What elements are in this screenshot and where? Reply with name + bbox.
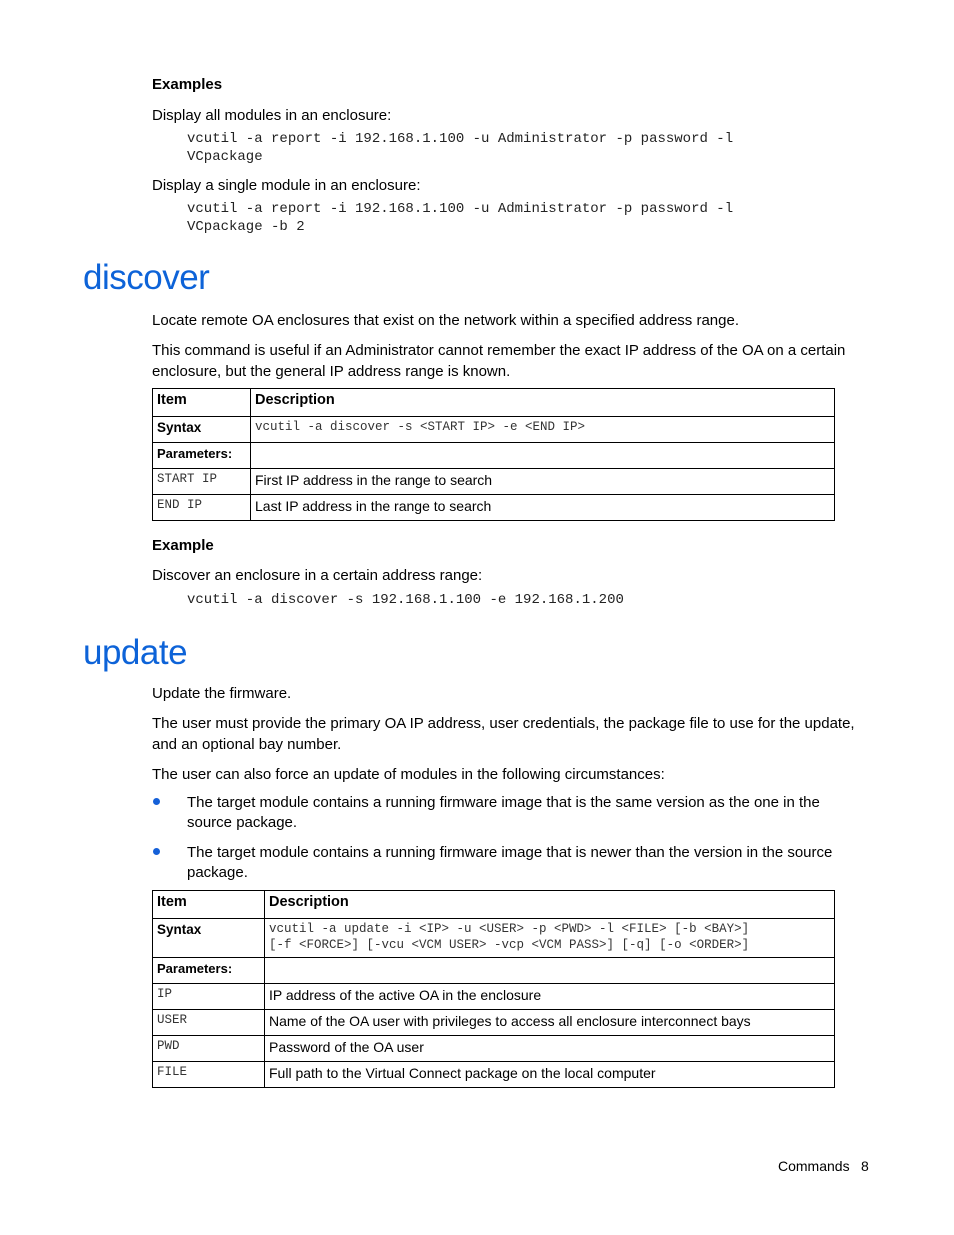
param-name: END IP (153, 495, 251, 521)
param-name: USER (153, 1010, 265, 1036)
examples-intro-single: Display a single module in an enclosure: (152, 177, 421, 194)
update-parameters-label: Parameters: (153, 958, 265, 984)
bullet-icon (153, 798, 160, 805)
table-row (153, 1036, 835, 1062)
update-table (152, 890, 835, 1088)
code-report-all-line1: vcutil -a report -i 192.168.1.100 -u Administrator -p password -l (187, 131, 734, 147)
discover-description-1: Locate remote OA enclosures that exist on the network within a specified address range. (152, 312, 739, 329)
code-discover-example: vcutil -a discover -s 192.168.1.100 -e 192.168.1.200 (187, 592, 624, 608)
code-report-single-line2: VCpackage -b 2 (187, 219, 305, 235)
footer-section-name: Commands (778, 1158, 850, 1174)
discover-table (152, 388, 835, 521)
table-row (153, 1010, 835, 1036)
discover-syntax-label: Syntax (153, 417, 251, 443)
param-description: Last IP address in the range to search (251, 495, 835, 521)
discover-table-header-description: Description (251, 389, 835, 417)
discover-example-heading: Example (152, 537, 214, 554)
update-table-header-description: Description (265, 891, 835, 919)
update-syntax-label: Syntax (153, 919, 265, 958)
update-syntax-value: vcutil -a update -i <IP> -u <USER> -p <PWD> -l <FILE> [-b <BAY>] [-f <FORCE>] [-vcu <VCM USER> -vcp <VCM PASS>] [-q] [-o <ORDER>] (265, 919, 835, 958)
param-name: IP (153, 984, 265, 1010)
discover-parameters-empty (251, 443, 835, 469)
update-description-2: The user must provide the primary OA IP address, user credentials, the package file to use for the update, and an optional bay number. (152, 715, 855, 753)
discover-title: discover (83, 258, 210, 297)
list-item: The target module contains a running firmware image that is newer than the version in the source package. (187, 844, 833, 881)
discover-description-2: This command is useful if an Administrator cannot remember the exact IP address of the OA on a certain enclosure, but the general IP address range is known. (152, 342, 846, 380)
update-parameters-empty (265, 958, 835, 984)
discover-parameters-label: Parameters: (153, 443, 251, 469)
update-description-3: The user can also force an update of modules in the following circumstances: (152, 766, 665, 783)
discover-table-header-item: Item (153, 389, 251, 417)
param-description: First IP address in the range to search (251, 469, 835, 495)
discover-syntax-value: vcutil -a discover -s <START IP> -e <END IP> (251, 417, 835, 443)
param-name: START IP (153, 469, 251, 495)
update-table-header-item: Item (153, 891, 265, 919)
examples-heading: Examples (152, 76, 223, 93)
bullet-icon (153, 848, 160, 855)
discover-example-intro: Discover an enclosure in a certain address range: (152, 567, 483, 584)
param-description: Full path to the Virtual Connect package on the local computer (265, 1062, 835, 1088)
code-report-single-line1: vcutil -a report -i 192.168.1.100 -u Administrator -p password -l (187, 201, 734, 217)
footer-page-number: 8 (861, 1158, 869, 1174)
table-row (153, 469, 835, 495)
param-name: FILE (153, 1062, 265, 1088)
param-name: PWD (153, 1036, 265, 1062)
param-description: IP address of the active OA in the enclosure (265, 984, 835, 1010)
table-row (153, 984, 835, 1010)
table-row (153, 495, 835, 521)
examples-intro-all: Display all modules in an enclosure: (152, 107, 392, 124)
table-row (153, 1062, 835, 1088)
code-report-all-line2: VCpackage (187, 149, 263, 165)
param-description: Password of the OA user (265, 1036, 835, 1062)
list-item: The target module contains a running firmware image that is the same version as the one in the source package. (187, 794, 820, 831)
update-description-1: Update the firmware. (152, 685, 292, 702)
param-description: Name of the OA user with privileges to access all enclosure interconnect bays (265, 1010, 835, 1036)
update-title: update (83, 633, 188, 672)
